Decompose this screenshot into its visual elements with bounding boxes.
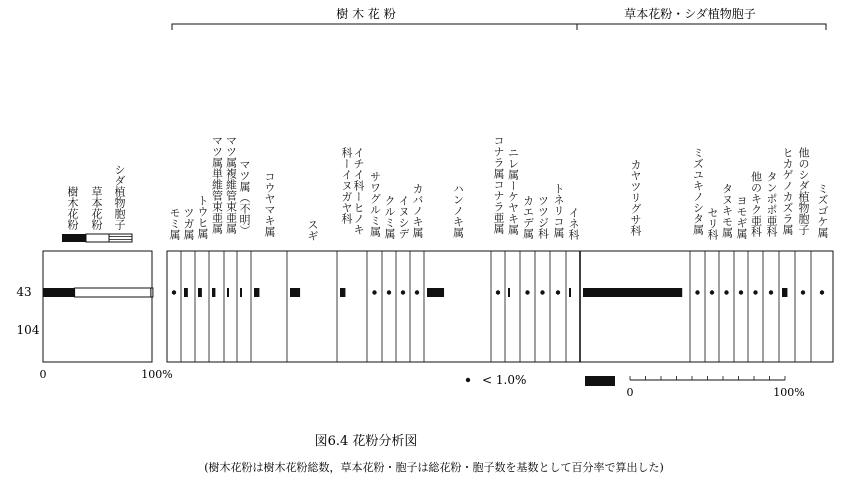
taxon-bar — [508, 288, 510, 297]
taxon-dot — [801, 290, 805, 294]
taxon-label: タヌキモ属 — [720, 183, 734, 238]
taxon-dot — [401, 290, 405, 294]
taxon-bar — [184, 288, 188, 297]
taxon-bar — [254, 288, 259, 297]
summary-bar-herb — [75, 288, 151, 297]
taxon-label: クルミ属 — [383, 195, 396, 239]
summary-bar-fern — [151, 288, 153, 297]
taxon-bar — [340, 288, 345, 297]
legend-dot-label: < 1.0% — [482, 373, 527, 387]
summary-frame — [43, 251, 152, 362]
taxon-label: スギ — [306, 219, 319, 241]
taxon-label: ハンノキ属 — [451, 183, 465, 238]
taxon-label: マツ属複維管束亜属 — [224, 135, 238, 234]
taxon-dot — [710, 290, 714, 294]
taxon-label: コウヤマキ属 — [263, 171, 276, 237]
taxa-frame — [167, 251, 833, 362]
summary-legend-tree — [62, 234, 86, 242]
taxon-dot — [372, 290, 376, 294]
taxon-label: サワグルミ属 — [368, 171, 382, 237]
taxon-dot — [820, 290, 824, 294]
taxon-dot — [525, 290, 529, 294]
summary-legend-fern — [109, 234, 132, 242]
taxon-label: ミズユキノシタ属 — [691, 147, 705, 235]
taxon-dot — [769, 290, 773, 294]
taxon-dot — [724, 290, 728, 294]
figure-title: 図6.4 花粉分析図 — [314, 434, 418, 449]
summary-label-2: シダ植物胞子 — [113, 164, 126, 230]
summary-legend-herb — [86, 234, 109, 242]
taxon-bar — [290, 288, 300, 297]
taxon-dot — [540, 290, 544, 294]
taxon-bar — [782, 288, 787, 297]
taxon-label: イチイ科ーヒノキ科ーイヌガヤ科 — [340, 147, 365, 235]
summary-panel — [40, 234, 173, 381]
taxon-label: ヒカゲノカズラ属 — [781, 147, 794, 235]
taxon-dot — [556, 290, 560, 294]
taxon-label: カエデ属 — [521, 195, 535, 239]
taxon-label: トネリコ属 — [552, 183, 565, 238]
taxon-label: モミ属 — [168, 207, 181, 240]
taxon-label: セリ科 — [706, 207, 719, 240]
taxon-label: カバノキ属 — [411, 183, 424, 238]
taxon-label: マツ属（不明） — [238, 159, 251, 236]
taxon-dot — [387, 290, 391, 294]
sample-label-104: 104 — [16, 323, 40, 337]
summary-axis-0: 0 — [39, 368, 47, 381]
sample-label-43: 43 — [16, 285, 32, 299]
figure-note: (樹木花粉は樹木花粉総数，草本花粉・胞子は総花粉・胞子数を基数として百分率で算出した) — [204, 461, 664, 474]
legend — [466, 373, 805, 399]
group-label-herb: 草本花粉・シダ植物胞子 — [624, 7, 756, 21]
taxon-dot — [415, 290, 419, 294]
legend-scale-bar — [585, 376, 615, 386]
legend-axis-0: 0 — [626, 386, 634, 399]
taxon-dot — [753, 290, 757, 294]
taxon-bar — [427, 288, 444, 297]
taxon-dot — [739, 290, 743, 294]
taxon-label: ヨモギ属 — [735, 195, 748, 239]
taxon-label: ツガ属 — [182, 207, 195, 240]
taxon-label: コナラ属コナラ亜属 — [492, 135, 505, 234]
taxon-label: イネ科 — [567, 207, 580, 240]
taxon-label: 他のシダ植物胞子 — [797, 147, 810, 235]
summary-label-0: 樹木花粉 — [66, 186, 79, 230]
taxon-dot — [172, 290, 176, 294]
taxon-label: トウヒ属 — [196, 195, 209, 239]
taxon-bar — [227, 288, 229, 297]
taxon-dot — [695, 290, 699, 294]
taxon-label: イヌシデ — [397, 195, 410, 239]
legend-dot — [466, 378, 470, 382]
summary-label-1: 草本花粉 — [90, 186, 103, 230]
legend-axis-100: 100% — [773, 386, 805, 399]
taxon-label: ニレ属ーケヤキ属 — [506, 147, 520, 235]
group-brackets — [172, 24, 826, 30]
taxon-dot — [496, 290, 500, 294]
summary-bar-tree — [43, 288, 75, 297]
taxon-label: カヤツリグサ科 — [629, 159, 642, 236]
taxon-label: ミズゴケ属 — [816, 183, 829, 238]
taxon-label: ツツジ科 — [536, 195, 550, 239]
taxon-bar — [212, 288, 215, 297]
taxon-bar — [240, 288, 242, 297]
taxon-bar — [198, 288, 202, 297]
taxon-label: 他のキク亜科 — [749, 171, 763, 237]
taxon-label: マツ属単維管束亜属 — [210, 135, 224, 234]
taxon-bar — [569, 288, 571, 297]
group-label-tree: 樹 木 花 粉 — [336, 7, 396, 21]
taxon-label: タンポポ亜科 — [765, 171, 778, 237]
summary-axis-100: 100% — [141, 368, 173, 381]
taxon-bar — [583, 288, 682, 297]
